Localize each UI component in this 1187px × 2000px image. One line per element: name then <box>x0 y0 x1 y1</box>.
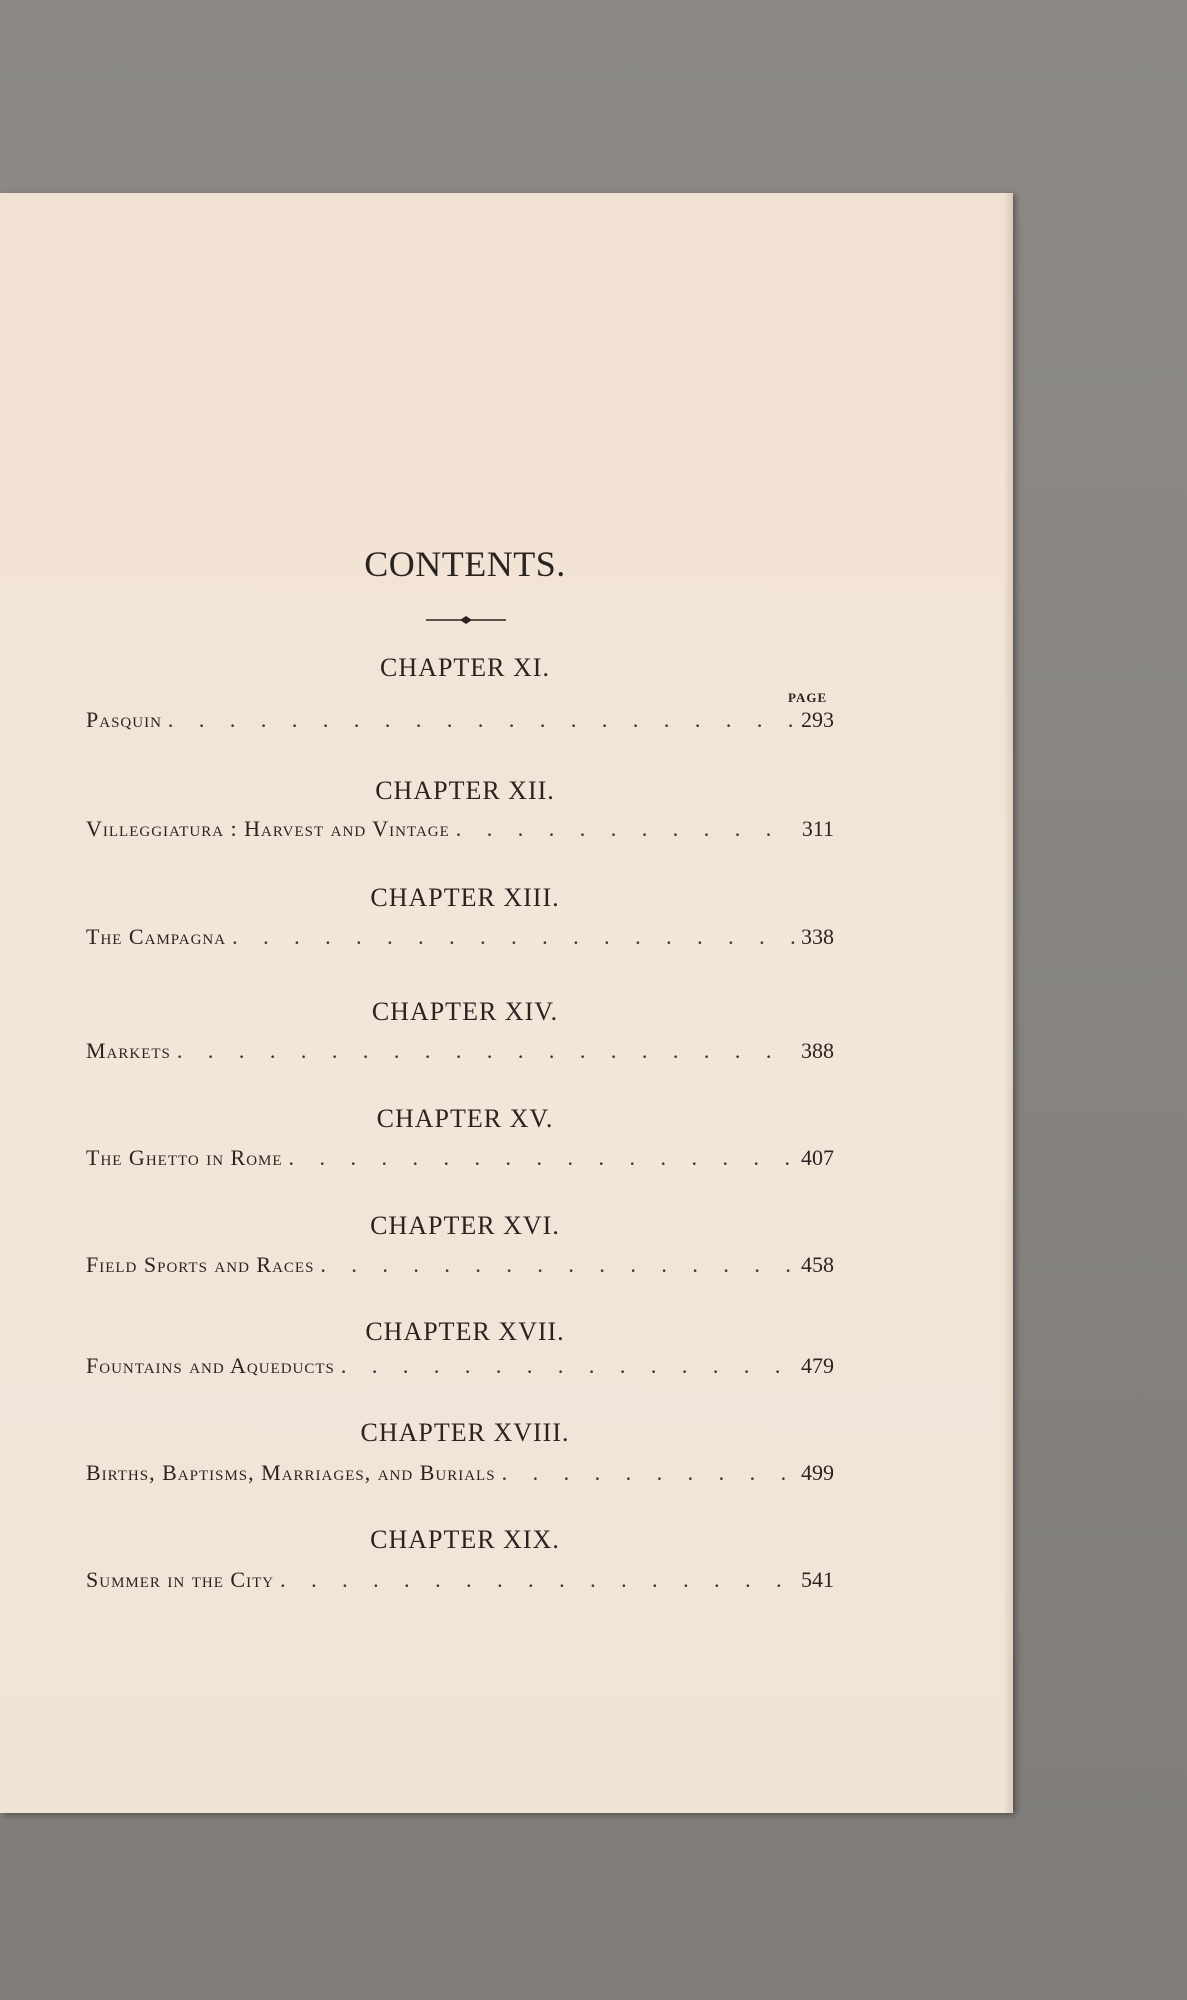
dot-leader <box>168 707 795 733</box>
chapter-heading: CHAPTER XVI. <box>370 1211 560 1240</box>
ornament-divider <box>426 614 506 626</box>
chapter-heading: CHAPTER XVII. <box>365 1317 565 1346</box>
chapter-heading: CHAPTER XI. <box>380 653 550 682</box>
page-column-label: PAGE <box>788 690 828 705</box>
toc-entry <box>86 1252 834 1278</box>
chapter-heading: CHAPTER XIII. <box>370 883 560 912</box>
dot-leader <box>177 1038 795 1064</box>
entry-title: Field Sports and Races <box>86 1252 315 1277</box>
entry-page-number: 458 <box>801 1252 834 1277</box>
entry-title: Summer in the City <box>86 1567 275 1592</box>
entry-page-number: 338 <box>801 924 834 949</box>
chapter-heading: CHAPTER XII. <box>375 776 555 805</box>
entry-title: The Campagna <box>86 924 227 949</box>
toc-entry <box>86 1038 834 1064</box>
dot-leader <box>456 816 796 842</box>
dot-leader <box>280 1567 795 1593</box>
entry-title: Pasquin <box>86 707 162 732</box>
entry-title: Markets <box>86 1038 171 1063</box>
dot-leader <box>341 1353 795 1379</box>
entry-page-number: 311 <box>801 816 834 841</box>
chapter-heading: CHAPTER XVIII. <box>360 1418 570 1447</box>
toc-entry <box>86 707 834 733</box>
dot-leader <box>320 1252 795 1278</box>
chapter-heading: CHAPTER XIX. <box>370 1525 560 1554</box>
chapter-heading: CHAPTER XIV. <box>371 997 559 1026</box>
toc-entry <box>86 924 834 950</box>
entry-title: Villeggiatura : Harvest and Vintage <box>86 816 450 841</box>
entry-title: Births, Baptisms, Marriages, and Burials <box>86 1460 496 1485</box>
entry-page-number: 541 <box>801 1567 834 1592</box>
entry-page-number: 499 <box>801 1460 834 1485</box>
entry-page-number: 479 <box>801 1353 834 1378</box>
entry-title: Fountains and Aqueducts <box>86 1353 335 1378</box>
entry-page-number: 407 <box>801 1145 834 1170</box>
chapter-heading: CHAPTER XV. <box>376 1104 554 1133</box>
entry-page-number: 388 <box>801 1038 834 1063</box>
entry-title: The Ghetto in Rome <box>86 1145 283 1170</box>
toc-entry <box>86 1460 834 1486</box>
contents-title: CONTENTS. <box>364 544 566 584</box>
dot-leader <box>289 1145 795 1171</box>
toc-entry <box>86 1145 834 1171</box>
book-page <box>0 193 1013 1813</box>
toc-entry <box>86 1353 834 1379</box>
dot-leader <box>502 1460 795 1486</box>
entry-page-number: 293 <box>801 707 834 732</box>
dot-leader <box>232 924 795 950</box>
toc-entry <box>86 816 834 842</box>
toc-entry <box>86 1567 834 1593</box>
